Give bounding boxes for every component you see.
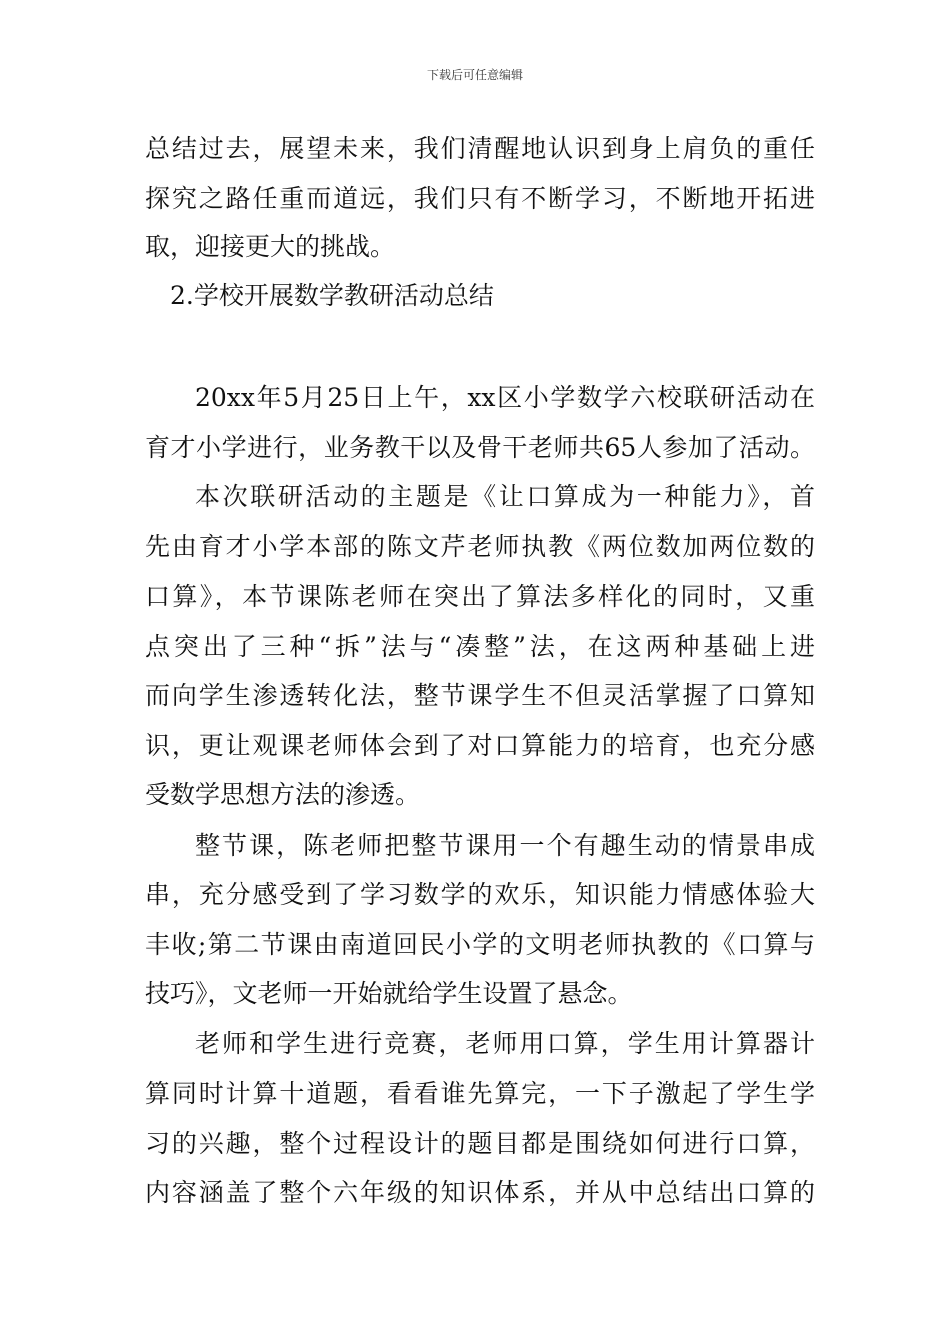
text-line: 取，迎接更大的挑战。 [145, 232, 396, 261]
page-header-note: 下载后可任意编辑 [426, 68, 523, 82]
paragraph-first-line: 本次联研活动的主题是《让口算成为一种能力》，首 [195, 482, 815, 511]
text-line: 丰收;第二节课由南道回民小学的文明老师执教的《口算与 [145, 930, 815, 959]
text-line: 受数学思想方法的渗透。 [145, 780, 421, 809]
text-line: 口算》，本节课陈老师在突出了算法多样化的同时，又重 [145, 582, 815, 611]
text-line: 算同时计算十道题，看看谁先算完，一下子激起了学生学 [145, 1079, 815, 1108]
text-line: 内容涵盖了整个六年级的知识体系，并从中总结出口算的 [145, 1178, 815, 1207]
text-line: 总结过去，展望未来，我们清醒地认识到身上肩负的重任 [145, 134, 815, 163]
paragraph-first-line: 整节课，陈老师把整节课用一个有趣生动的情景串成 [195, 831, 815, 860]
section-heading: 2.学校开展数学教研活动总结 [170, 281, 494, 310]
text-line: 串，充分感受到了学习数学的欢乐，知识能力情感体验大 [145, 880, 815, 909]
text-line: 育才小学进行，业务教干以及骨干老师共65人参加了活动。 [145, 433, 815, 462]
paragraph-first-line: 老师和学生进行竞赛，老师用口算，学生用计算器计 [195, 1029, 815, 1058]
text-line: 技巧》，文老师一开始就给学生设置了悬念。 [145, 979, 633, 1008]
paragraph-first-line: 20xx年5月25日上午，xx区小学数学六校联研活动在 [195, 383, 815, 412]
text-line: 而向学生渗透转化法，整节课学生不但灵活掌握了口算知 [145, 681, 815, 710]
text-line: 习的兴趣，整个过程设计的题目都是围绕如何进行口算， [145, 1129, 815, 1158]
text-line: 识，更让观课老师体会到了对口算能力的培育，也充分感 [145, 731, 815, 760]
text-line: 点突出了三种“拆”法与“凑整”法，在这两种基础上进 [145, 632, 815, 661]
text-line: 探究之路任重而道远，我们只有不断学习，不断地开拓进 [145, 184, 815, 213]
text-line: 先由育才小学本部的陈文芹老师执教《两位数加两位数的 [145, 532, 815, 561]
